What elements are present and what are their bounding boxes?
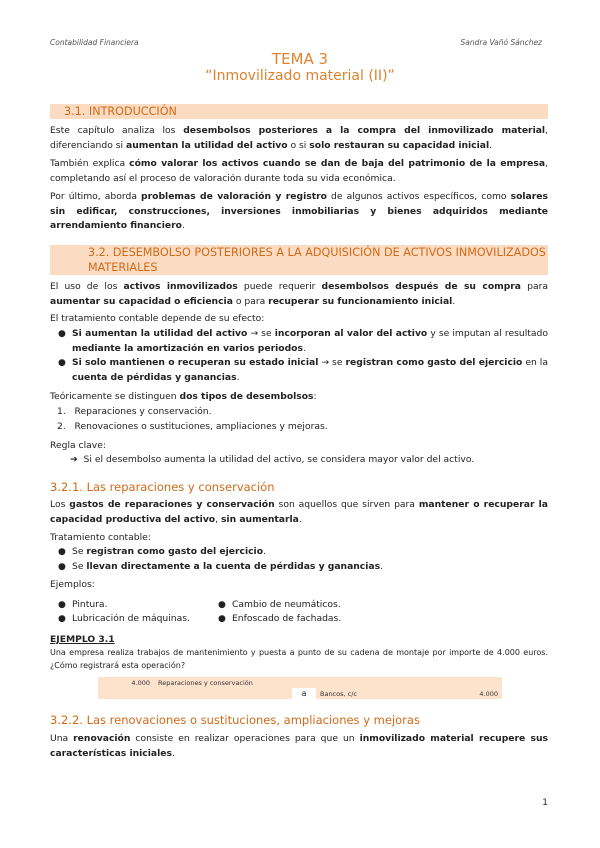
intro-paragraph-1: Este capítulo analiza los desembolsos posteriores a la compra del inmovilizado material, diferenciando si aumentan la utilidad del activo o si solo restauran su capacidad inicial. <box>50 125 549 151</box>
section-heading-line-2: MATERIALES <box>88 261 158 274</box>
credit-amount: 4.000 <box>479 689 498 698</box>
reparaciones-paragraph: Los gastos de reparaciones y conservación son aquellos que sirven para mantener o recuperar la capacidad productiva del activo, sin aumentarla. <box>50 499 548 525</box>
debit-account: Reparaciones y conservación <box>154 677 502 688</box>
example-item: ● Pintura. <box>72 598 222 613</box>
numbered-item-2: 2. Renovaciones o sustituciones, ampliaciones y mejoras. <box>57 421 328 432</box>
example-title: EJEMPLO 3.1 <box>50 634 115 645</box>
desembolsos-paragraph-1: El uso de los activos inmovilizados puede requerir desembolsos después de su compra para aumentar su capacidad o eficiencia o para recuperar su funcionamiento inicial. <box>50 281 548 307</box>
bullet-mantienen-estado: ● Si solo mantienen o recuperan su estado inicial → se registran como gasto del ejercicio en la cuenta de pérdidas y ganancias. <box>58 357 548 383</box>
section-heading-line-1: 3.2. DESEMBOLSO POSTERIORES A LA ADQUISICIÓN DE ACTIVOS INMOVILIZADOS <box>88 246 546 259</box>
page-title: TEMA 3 <box>271 50 329 68</box>
subsection-heading-reparaciones: 3.2.1. Las reparaciones y conservación <box>50 480 275 494</box>
header-left: Contabilidad Financiera <box>50 38 139 47</box>
journal-entry <box>98 677 502 699</box>
bullet-gasto-ejercicio: ● Se registran como gasto del ejercicio. <box>72 545 548 560</box>
rule-label: Regla clave: <box>50 440 106 451</box>
bullet-dot: ● <box>218 600 226 610</box>
page-number: 1 <box>542 798 548 808</box>
desembolsos-paragraph-3: Teóricamente se distinguen dos tipos de desembolsos: <box>50 391 317 402</box>
journal-separator: a <box>301 689 307 698</box>
subsection-heading-renovaciones: 3.2.2. Las renovaciones o sustituciones, ampliaciones y mejoras <box>50 713 420 727</box>
credit-account: Bancos, c/c 4.000 <box>316 688 502 699</box>
bullet-dot: ● <box>218 614 226 624</box>
bullet-dot: ● <box>58 358 66 368</box>
bullet-dot: ● <box>58 600 66 610</box>
example-text: Una empresa realiza trabajos de mantenimiento y puesta a punto de su cadena de montaje por importe de 4.000 euros. ¿Cómo registrará esta operación? <box>50 648 548 670</box>
header-right: Sandra Vañó Sánchez <box>460 38 542 47</box>
desembolsos-paragraph-2: El tratamiento contable depende de su efecto: <box>50 313 265 324</box>
section-heading-desembolsos <box>50 245 548 275</box>
tratamiento-label: Tratamiento contable: <box>50 532 151 543</box>
page-subtitle: “Inmovilizado material (II)” <box>205 68 395 84</box>
example-item: ● Lubricación de máquinas. <box>72 612 222 627</box>
debit-amount: 4.000 <box>98 677 154 688</box>
bullet-dot: ● <box>58 547 66 557</box>
arrow-icon: ➔ <box>70 454 78 465</box>
rule-text: ➔ Si el desembolso aumenta la utilidad del activo, se considera mayor valor del activo. <box>70 454 475 465</box>
bullet-dot: ● <box>58 329 66 339</box>
ejemplos-label: Ejemplos: <box>50 579 95 590</box>
intro-paragraph-2: También explica cómo valorar los activos cuando se dan de baja del patrimonio de la empresa, completando así el proceso de valoración durante toda su vida económica. <box>50 158 548 184</box>
example-item: ● Enfoscado de fachadas. <box>232 612 432 627</box>
section-heading-introduccion: 3.1. INTRODUCCIÓN <box>50 104 548 119</box>
bullet-perdidas-ganancias: ● Se llevan directamente a la cuenta de pérdidas y ganancias. <box>72 560 548 575</box>
bullet-dot: ● <box>58 614 66 624</box>
intro-paragraph-3: Por último, aborda problemas de valoración y registro de algunos activos específicos, como solares sin edificar, construcciones, inversiones inmobiliarias y bienes adquiridos mediante arrendamiento financiero. <box>50 191 548 231</box>
renovaciones-paragraph: Una renovación consiste en realizar operaciones para que un inmovilizado material recupere sus características iniciales. <box>50 733 548 759</box>
bullet-dot: ● <box>58 562 66 572</box>
numbered-item-1: 1. Reparaciones y conservación. <box>57 406 212 417</box>
example-item: ● Cambio de neumáticos. <box>232 598 432 613</box>
bullet-aumentan-utilidad: ● Si aumentan la utilidad del activo → se incorporan al valor del activo y se imputan al resultado mediante la amortización en varios periodos. <box>58 328 548 354</box>
